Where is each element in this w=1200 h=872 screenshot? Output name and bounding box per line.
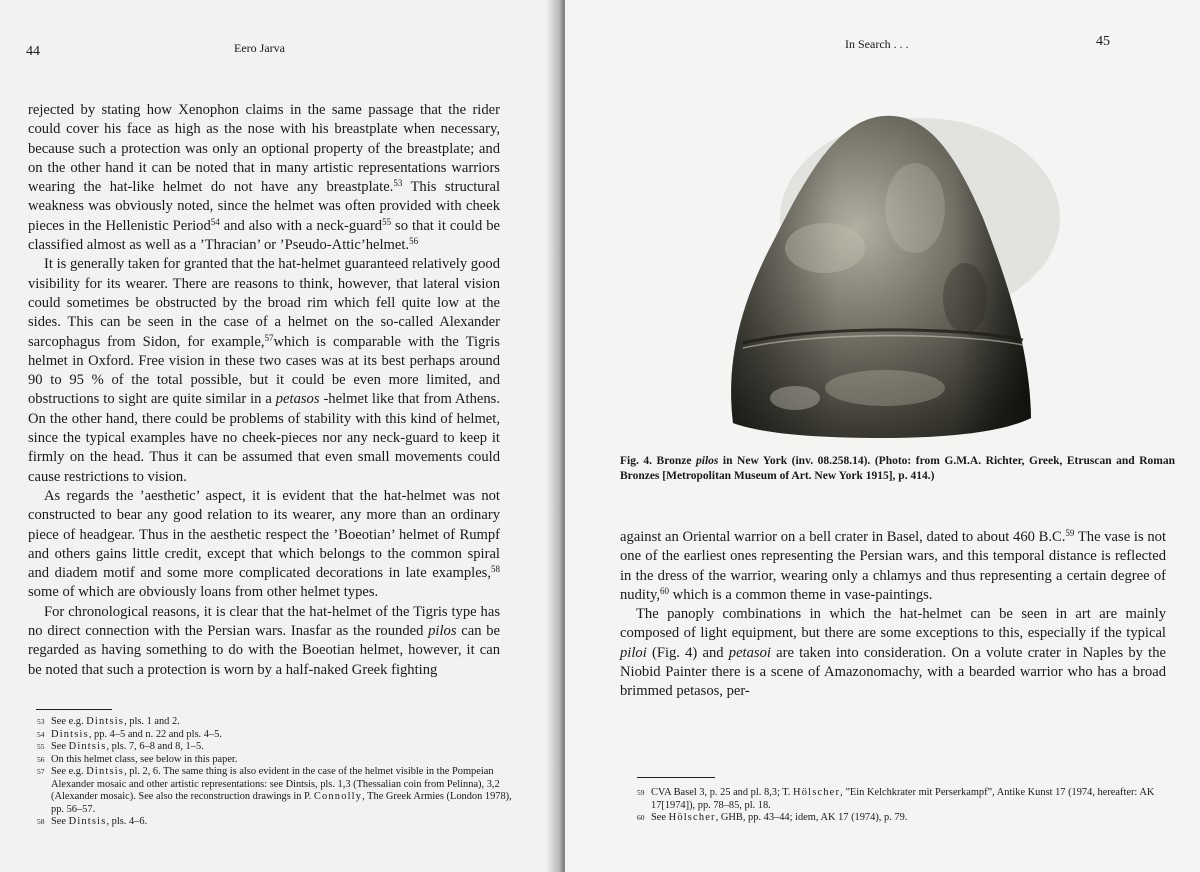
text-run: , pp. 4–5 and n. 22 and pls. 4–5. <box>88 728 222 740</box>
text-run: some of which are obviously loans from other helmet types. <box>28 584 379 601</box>
page-number: 45 <box>1096 34 1110 49</box>
author-name: Dintsis <box>51 728 89 740</box>
footnote-text <box>51 766 515 816</box>
footnote <box>37 766 515 816</box>
author-name: Hölscher <box>793 787 841 798</box>
footnote <box>37 716 515 729</box>
text-run: rejected by stating how Xenophon claims in the same passage that the rider could cover his face as high as the nose with his breastplate when necessary, because such a protection was only an optional property of the breastplate; and on the other hand it can be noted that in many artistic representations warriors wearing the hat-like helmet do not have any breastplate. <box>28 102 500 196</box>
left-page <box>0 0 560 872</box>
text-run: See <box>51 816 69 827</box>
text-run: , ”Ein Kelchkrater mit Perserkampf”, Antike Kunst 17 (1974, hereafter: AK 17[1974]), pp. 78–85, pl. 18. <box>651 787 1155 811</box>
body-text <box>28 101 500 680</box>
text-run: Fig. 4. Bronze <box>620 455 696 467</box>
text-run: can be regarded as having something to do with the Boeotian helmet, however, it can be noted that such a protection is worn by a half-naked Greek fighting <box>28 623 500 678</box>
footnote-number: 56 <box>37 754 45 764</box>
author-name: Connolly <box>313 791 363 802</box>
text-run: -helmet like that from Athens. On the other hand, there could be problems of stability with this kind of helmet, since the typical examples have no cheek-pieces nor any neck-guard to keep it firmly on the head. Thus it can be assumed that even small movements could cause restrictions to vision. <box>28 391 500 485</box>
running-head: Eero Jarva <box>234 41 285 55</box>
text-run: (Fig. 4) and <box>646 644 729 661</box>
text-run: As regards the ’aesthetic’ aspect, it is evident that the hat-helmet was not constructed to bear any good relation to its wearer, any more than an ordinary piece of headgear. Thus in the aesthetic respect the ’Boeotian’ helmet of Rumpf and others gains little credit, except that which belongs to the common spiral and diadem motif and some more complicated decorations in late examples, <box>28 487 500 582</box>
footnote-number: 55 <box>37 742 45 751</box>
italic-term: petasos <box>275 391 320 408</box>
footnote-text <box>51 754 515 767</box>
text-run: and also with a neck-guard <box>219 217 383 234</box>
footnote-number: 57 <box>37 767 45 776</box>
footnote-number: 60 <box>637 813 645 822</box>
footnote-rule <box>36 709 112 710</box>
footnote <box>37 729 515 742</box>
text-run: For chronological reasons, it is clear that the hat-helmet of the Tigris type has no direct connection with the Persian wars. Inasfar as the rounded <box>28 603 500 640</box>
footnote-ref: 56 <box>409 236 419 247</box>
text-run: , pls. 4–6. <box>106 816 148 827</box>
footnote-ref: 60 <box>660 585 669 596</box>
italic-term: pilos <box>428 623 457 640</box>
text-run: which is a common theme in vase-paintings. <box>669 586 933 603</box>
footnote-ref: 53 <box>393 178 403 189</box>
footnote-number: 54 <box>37 729 45 739</box>
text-run: , pls. 1 and 2. <box>124 716 180 727</box>
italic-term: piloi <box>620 644 647 661</box>
text-run: See e.g. <box>51 766 87 777</box>
footnote-text <box>51 729 515 742</box>
text-run: , GHB, pp. 43–44; idem, AK 17 (1974), p. 79. <box>715 812 908 823</box>
figure-bronze-pilos <box>705 98 1060 448</box>
text-run: in New York (inv. 08.258.14). (Photo: from G.M.A. Richter, Greek, Etruscan and Roman Bronzes [Metropolitan Museum of Art. New York 1915], p. 414.) <box>620 455 1175 482</box>
footnotes <box>37 716 515 829</box>
text-run: CVA Basel 3, p. 25 and pl. 8,3; T. <box>651 787 794 798</box>
footnote <box>37 754 515 767</box>
text-run: , The Greek Armies (London 1978), pp. 56–57. <box>51 791 512 815</box>
footnote-number: 58 <box>37 817 45 826</box>
footnote <box>37 741 515 754</box>
page-number: 44 <box>26 44 40 59</box>
footnote <box>637 787 1167 812</box>
text-run: See <box>651 812 669 823</box>
paragraph <box>620 605 1166 701</box>
footnote-ref: 55 <box>382 216 392 227</box>
italic-term: pilos <box>696 455 719 467</box>
author-name: Dintsis <box>68 741 107 752</box>
figure-caption <box>620 454 1175 484</box>
paragraph <box>620 528 1166 605</box>
text-run: It is generally taken for granted that the hat-helmet guaranteed relatively good visibility for its wearer. There are reasons to think, however, that lateral vision could sometimes be obstructed by the broad rim which fell quite low at the sides. This can be seen in the case of a helmet on the so-called Alexander sarcophagus from Sidon, for example, <box>28 256 500 350</box>
footnote-number: 59 <box>637 788 645 797</box>
footnote-text <box>51 816 515 829</box>
author-name: Hölscher <box>668 812 716 823</box>
text-run: which is comparable with the Tigris helmet in Oxford. Free vision in these two cases was at its best perhaps around 90 to 95 % of the total possible, but it could be even more limited, and obstructions to sight are quite similar in a <box>28 333 500 408</box>
paragraph <box>28 255 500 487</box>
author-name: Dintsis <box>86 766 125 777</box>
footnote-text <box>51 716 515 729</box>
text-run: against an Oriental warrior on a bell crater in Basel, dated to about 460 B.C. <box>620 529 1066 545</box>
bronze-pilos-photo <box>705 98 1060 448</box>
text-run: , pl. 2, 6. The same thing is also evident in the case of the helmet visible in the Pompeian Alexander mosaic and other artistic representations: see Dintsis, pls. 1,3 (Thessalian coin from Pelinna), 3,2 (Alexander mosaic). See also the reconstruction drawings in P. <box>51 766 500 802</box>
body-text <box>620 528 1166 702</box>
text-run: On this helmet class, see below in this paper. <box>51 753 238 765</box>
text-run: so that it could be classified almost as well as a ’Thracian’ or ’Pseudo-Attic’helmet. <box>28 217 500 254</box>
footnote-text <box>651 812 1167 825</box>
footnote <box>37 816 515 829</box>
footnote-ref: 58 <box>491 564 500 575</box>
footnote-ref: 57 <box>264 332 274 343</box>
footnote-text <box>651 787 1167 812</box>
text-run: This structural weakness was obviously noted, since the helmet was often provided with cheek pieces in the Hellenistic Period <box>28 179 500 234</box>
footnote-text <box>51 741 515 754</box>
footnote-number: 53 <box>37 717 45 726</box>
running-head: In Search . . . <box>845 37 909 51</box>
footnotes <box>637 787 1167 825</box>
text-run: , pls. 7, 6–8 and 8, 1–5. <box>106 741 204 752</box>
footnote <box>637 812 1167 825</box>
paragraph <box>28 603 500 680</box>
footnote-ref: 54 <box>210 216 220 227</box>
text-run: See <box>51 741 69 752</box>
right-page <box>565 0 1200 872</box>
text-run: The vase is not one of the earliest ones representing the Persian wars, and this temporal distance is reflected in the dress of the warrior, wearing only a chlamys and thus representing a certain degree of nudity, <box>620 529 1166 603</box>
footnote-rule <box>637 777 715 778</box>
author-name: Dintsis <box>86 716 125 727</box>
paragraph <box>28 487 500 603</box>
text-run: The panoply combinations in which the hat-helmet can be seen in art are mainly composed of light equipment, but there are some exceptions to this, especially if the typical <box>620 606 1166 642</box>
footnote-ref: 59 <box>1065 528 1075 538</box>
italic-term: petasoi <box>728 644 771 661</box>
text-run: are taken into consideration. On a volute crater in Naples by the Niobid Painter there is a scene of Amazonomachy, with a bearded warrior who has a broad brimmed petasos, per- <box>620 644 1166 700</box>
author-name: Dintsis <box>68 816 107 827</box>
text-run: See e.g. <box>51 716 87 727</box>
paragraph <box>28 101 500 255</box>
